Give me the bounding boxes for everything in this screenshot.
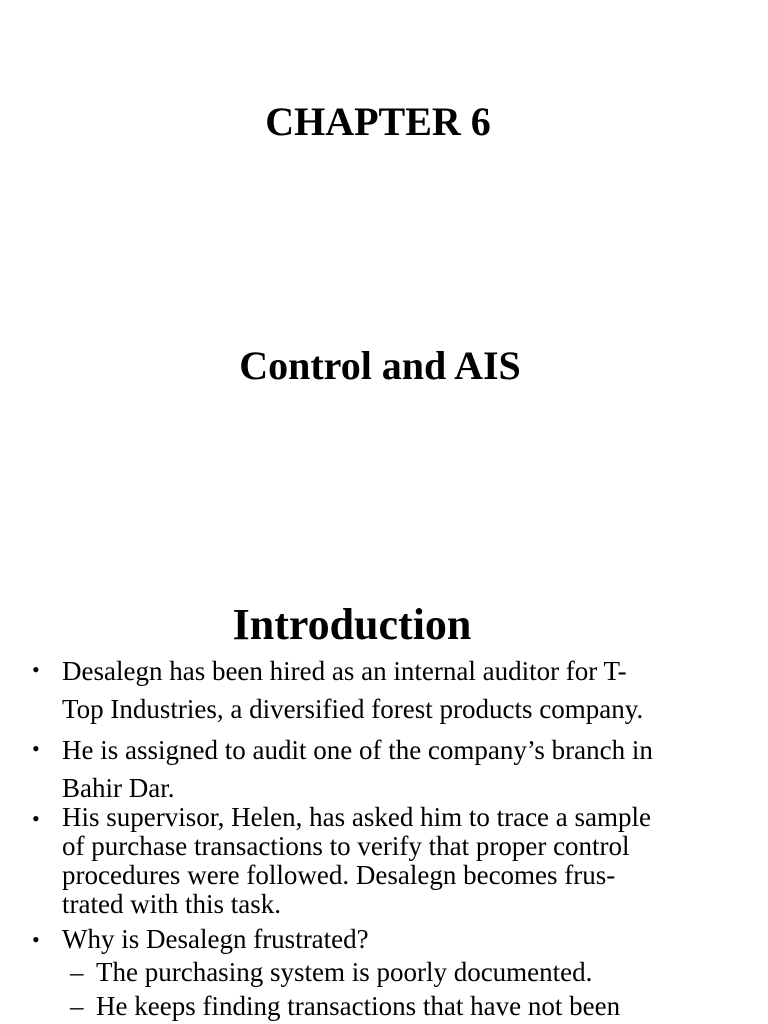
bullet-line: procedures were followed. Desalegn becomes frus- — [62, 860, 616, 890]
bullet-marker: • — [32, 927, 40, 952]
bullet-line: His supervisor, Helen, has asked him to trace a sample — [62, 802, 652, 832]
sub-bullet-item: The purchasing system is poorly documented. — [96, 957, 593, 987]
bullet-line: trated with this task. — [62, 889, 281, 919]
chapter-subtitle: Control and AIS — [239, 343, 521, 388]
bullet-line: Why is Desalegn frustrated? — [62, 924, 369, 954]
bullet-marker: • — [32, 736, 40, 761]
chapter-title: CHAPTER 6 — [265, 99, 491, 144]
bullet-line: Bahir Dar. — [62, 773, 175, 803]
bullet-marker: • — [32, 657, 40, 682]
section-heading: Introduction — [232, 600, 472, 649]
bullet-line: Desalegn has been hired as an internal auditor for T- — [62, 656, 627, 686]
sub-bullet-item: He keeps finding transactions that have not been — [96, 991, 621, 1021]
sub-bullet-marker: – — [70, 957, 84, 987]
bullet-marker: • — [32, 806, 40, 831]
bullet-item — [62, 924, 752, 955]
bullet-item — [62, 731, 752, 807]
bullet-line: He is assigned to audit one of the company’s branch in — [62, 735, 653, 765]
bullet-item — [62, 652, 752, 728]
bullet-item — [62, 803, 752, 919]
bullet-line: of purchase transactions to verify that proper control — [62, 831, 630, 861]
bullet-line: Top Industries, a diversified forest products company. — [62, 694, 644, 724]
sub-bullet-marker: – — [70, 991, 84, 1021]
